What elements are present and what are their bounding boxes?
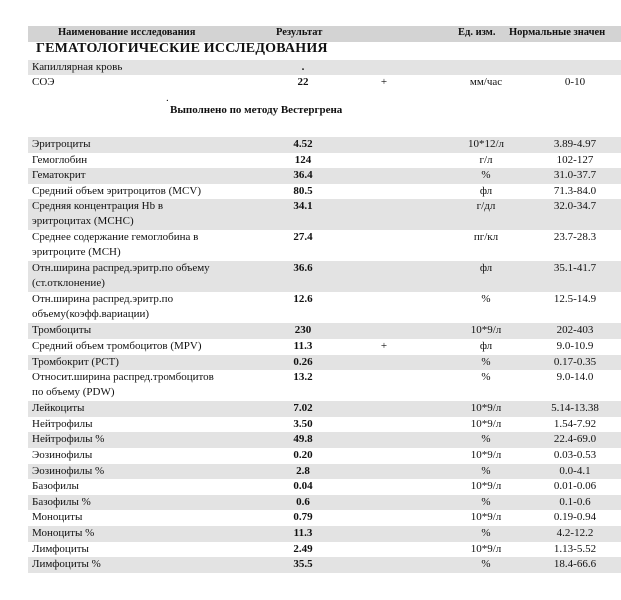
cell-unit: 10*9/л: [470, 417, 502, 430]
cell-name: Средняя концентрация Hb в эритроцитах (MCHC): [32, 200, 164, 228]
table-row: [28, 526, 621, 542]
cell-value: 36.6: [293, 262, 313, 275]
cell-value: 49.8: [293, 433, 313, 446]
cell-name: Эозинофилы %: [32, 464, 105, 477]
cell-unit: 10*9/л: [470, 324, 502, 337]
cell-value: 13.2: [293, 371, 313, 384]
cell-unit: 10*9/л: [470, 480, 502, 493]
header-unit: Ед. изм.: [458, 27, 496, 38]
table-row: [28, 184, 621, 200]
cell-unit: г/дл: [476, 200, 496, 213]
cell-norm: 0.19-0.94: [553, 511, 597, 524]
table-row: [28, 153, 621, 169]
cell-norm: 32.0-34.7: [553, 200, 597, 213]
cell-value: 0.6: [296, 495, 310, 508]
cell-value: 124: [294, 153, 312, 166]
cell-norm: 18.4-66.6: [553, 558, 597, 571]
cell-value: 0.79: [293, 511, 313, 524]
cell-norm: 4.2-12.2: [556, 527, 594, 539]
cell-value: 11.3: [293, 527, 313, 539]
cell-norm: 202-403: [556, 324, 594, 337]
cell-value: 0.26: [293, 355, 313, 368]
cell-norm: 9.0-14.0: [556, 371, 594, 384]
cell-unit: фл: [479, 184, 493, 197]
cell-norm: 0.03-0.53: [553, 449, 597, 461]
cell-norm: 35.1-41.7: [553, 262, 597, 275]
cell-unit: %: [481, 371, 491, 384]
cell-norm: 9.0-10.9: [556, 340, 594, 352]
cell-norm: 0.1-0.6: [559, 495, 591, 508]
cell-value: 36.4: [293, 169, 313, 182]
table-row: [28, 323, 621, 339]
cell-name: Гематокрит: [32, 169, 86, 182]
table-row: [28, 479, 621, 495]
cell-unit: %: [481, 495, 491, 508]
cell-name: Лимфоциты %: [32, 558, 101, 571]
table-row: [28, 339, 621, 355]
cell-name: Нейтрофилы %: [32, 433, 105, 446]
cell-unit: г/л: [479, 153, 493, 166]
cell-unit: мм/час: [469, 76, 503, 88]
cell-value: 3.50: [293, 417, 313, 430]
cell-unit: %: [481, 433, 491, 446]
cell-norm: 1.54-7.92: [553, 417, 597, 430]
cell-value: 2.49: [293, 542, 313, 555]
header-result: Результат: [276, 27, 323, 38]
table-row: [28, 495, 621, 511]
cell-unit: %: [481, 527, 491, 539]
header-norm: Нормальные значен: [509, 27, 606, 38]
cell-value: 34.1: [293, 200, 313, 213]
cell-name: Лейкоциты: [32, 402, 85, 415]
cell-unit: %: [481, 464, 491, 477]
table-row: [28, 448, 621, 464]
table-row: [28, 230, 621, 261]
cell-name: Базофилы: [32, 480, 79, 493]
table-row: [28, 432, 621, 448]
cell-unit: фл: [479, 262, 493, 275]
cell-name: Нейтрофилы: [32, 417, 93, 430]
cell-name: Моноциты: [32, 511, 83, 524]
cell-name: Относит.ширина распред.тромбоцитов по объему (PDW): [32, 371, 214, 399]
table-row: [28, 370, 621, 401]
table-row: [28, 542, 621, 558]
cell-name: Гемоглобин: [32, 153, 88, 166]
cell-norm: 23.7-28.3: [553, 231, 597, 244]
table-row: [28, 168, 621, 184]
section-title: ГЕМАТОЛОГИЧЕСКИЕ ИССЛЕДОВАНИЯ: [36, 41, 328, 56]
cell-value: 4.52: [293, 138, 313, 150]
cell-norm: 71.3-84.0: [553, 184, 597, 197]
cell-name: Тромбокрит (PCT): [32, 355, 119, 368]
cell-value: 0.04: [293, 480, 313, 493]
method-note: Выполнено по методу Вестергрена: [170, 104, 343, 116]
table-row: [28, 137, 621, 153]
cell-norm: 5.14-13.38: [551, 402, 599, 415]
cell-value: 11.3: [293, 340, 313, 352]
cell-norm: 0-10: [564, 76, 586, 88]
method-dot: .: [166, 92, 169, 104]
table-row: [28, 401, 621, 417]
table-row: [28, 60, 621, 75]
cell-unit: фл: [479, 340, 493, 352]
cell-unit: %: [481, 169, 491, 182]
cell-name: Базофилы %: [32, 495, 91, 508]
table-row: [28, 75, 621, 90]
cell-norm: 1.13-5.52: [553, 542, 597, 555]
cell-norm: 0.17-0.35: [553, 355, 597, 368]
cell-unit: пг/кл: [473, 231, 499, 244]
cell-name: Средний объем тромбоцитов (MPV): [32, 340, 202, 352]
cell-value: 0.20: [293, 449, 313, 461]
table-row: [28, 199, 621, 230]
cell-norm: 102-127: [556, 153, 594, 166]
cell-name: Средний объем эритроцитов (MCV): [32, 184, 202, 197]
cell-name: Лимфоциты: [32, 542, 89, 555]
cell-flag: +: [380, 340, 388, 352]
table-row: [28, 355, 621, 371]
table-row: [28, 510, 621, 526]
cell-name: Тромбоциты: [32, 324, 92, 337]
table-row: [28, 292, 621, 323]
cell-norm: 31.0-37.7: [553, 169, 597, 182]
cell-name: СОЭ: [32, 76, 55, 88]
cell-norm: 3.89-4.97: [553, 138, 597, 150]
table-row: [28, 261, 621, 292]
cell-unit: 10*9/л: [470, 402, 502, 415]
cell-norm: 22.4-69.0: [553, 433, 597, 446]
cell-value: .: [301, 61, 305, 73]
cell-unit: 10*9/л: [470, 511, 502, 524]
cell-name: Моноциты %: [32, 527, 95, 539]
cell-name: Капиллярная кровь: [32, 61, 123, 73]
cell-value: 12.6: [293, 293, 313, 306]
table-row: [28, 557, 621, 573]
cell-name: Эритроциты: [32, 138, 91, 150]
cell-unit: 10*12/л: [467, 138, 505, 150]
table-header: [28, 26, 621, 42]
cell-value: 27.4: [293, 231, 313, 244]
cell-norm: 0.01-0.06: [553, 480, 597, 493]
cell-norm: 12.5-14.9: [553, 293, 597, 306]
cell-norm: 0.0-4.1: [559, 464, 591, 477]
cell-unit: %: [481, 558, 491, 571]
cell-value: 80.5: [293, 184, 313, 197]
header-name: Наименование исследования: [58, 27, 196, 38]
cell-unit: 10*9/л: [470, 542, 502, 555]
cell-value: 230: [294, 324, 312, 337]
cell-unit: 10*9/л: [470, 449, 502, 461]
cell-value: 35.5: [293, 558, 313, 571]
table-row: [28, 464, 621, 480]
cell-name: Среднее содержание гемоглобина в эритроците (MCH): [32, 231, 199, 259]
cell-value: 22: [297, 76, 309, 88]
cell-value: 2.8: [296, 464, 310, 477]
table-row: [28, 417, 621, 433]
cell-name: Отн.ширина распред.эритр.по объему(коэфф.вариации): [32, 293, 174, 321]
cell-value: 7.02: [293, 402, 313, 415]
cell-unit: %: [481, 293, 491, 306]
cell-name: Отн.ширина распред.эритр.по объему (ст.отклонение): [32, 262, 210, 290]
cell-name: Эозинофилы: [32, 449, 93, 461]
cell-flag: +: [380, 76, 388, 88]
cell-unit: %: [481, 355, 491, 368]
